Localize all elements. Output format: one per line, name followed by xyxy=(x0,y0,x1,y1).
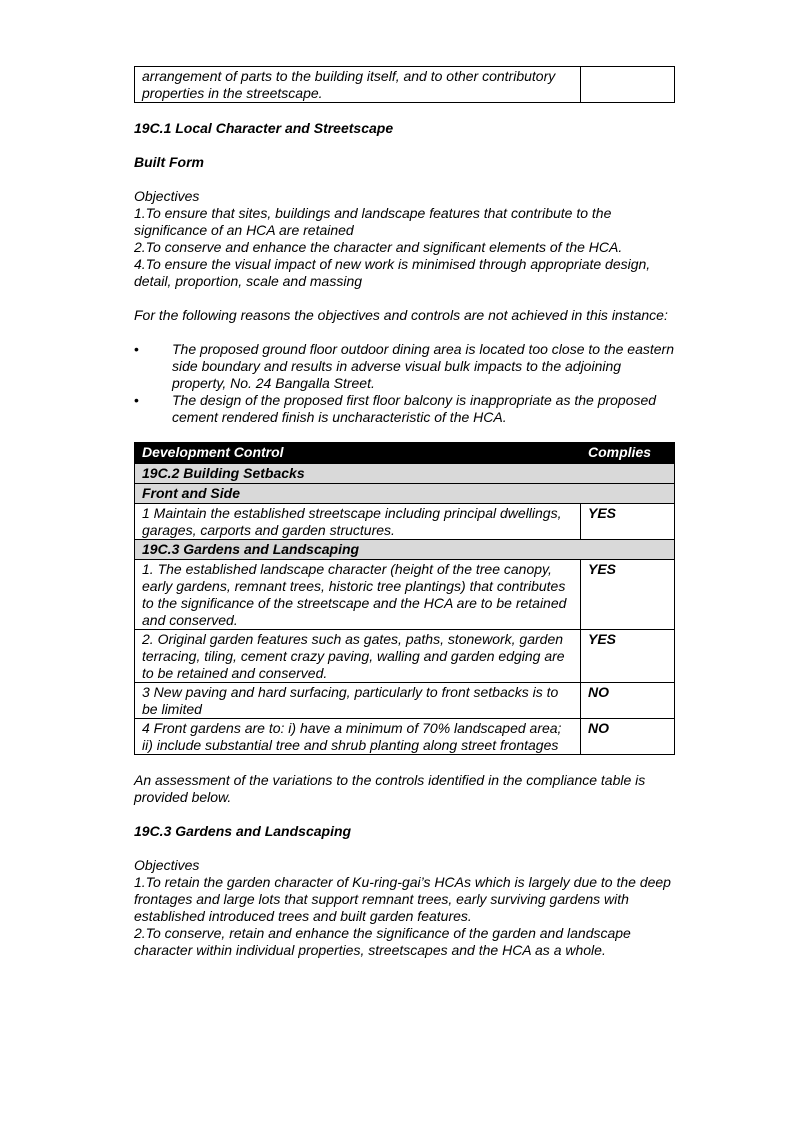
control-cell: 2. Original garden features such as gates, paths, stonework, garden terracing, tiling, cement crazy paving, walling and garden edging are to be retained and conserved. xyxy=(135,630,581,683)
list-item xyxy=(134,392,675,426)
table-row xyxy=(135,67,675,103)
complies-cell: NO xyxy=(581,719,675,755)
list-item-text: The design of the proposed first floor balcony is inappropriate as the proposed cement rendered finish is uncharacteristic of the HCA. xyxy=(172,392,657,425)
objective-item: 1.To ensure that sites, buildings and landscape features that contribute to the significance of an HCA are retained xyxy=(134,205,612,238)
subgroup-label: Front and Side xyxy=(135,484,675,504)
reasons-list xyxy=(134,341,675,426)
objective-item: 4.To ensure the visual impact of new work is minimised through appropriate design, detail, proportion, scale and massing xyxy=(134,256,651,289)
table-row xyxy=(135,560,675,630)
table-row xyxy=(135,719,675,755)
list-item xyxy=(134,341,675,392)
complies-cell: YES xyxy=(581,504,675,540)
group-label: 19C.2 Building Setbacks xyxy=(135,464,675,484)
complies-cell xyxy=(581,67,675,103)
continued-table xyxy=(134,66,675,103)
control-cell: 4 Front gardens are to: i) have a minimum of 70% landscaped area; ii) include substantial tree and shrub planting along street frontages xyxy=(135,719,581,755)
document-page xyxy=(134,66,675,959)
control-cell: arrangement of parts to the building itself, and to other contributory properties in the streetscape. xyxy=(135,67,581,103)
complies-cell: YES xyxy=(581,560,675,630)
control-cell: 1. The established landscape character (height of the tree canopy, early gardens, remnant trees, historic tree plantings) that contributes to the significance of the streetscape and the HCA are to be retained and conserved. xyxy=(135,560,581,630)
section-heading-local-character: 19C.1 Local Character and Streetscape xyxy=(134,120,394,136)
bullet-icon: • xyxy=(134,341,139,357)
group-row-gardens-landscaping xyxy=(135,540,675,560)
complies-cell: YES xyxy=(581,630,675,683)
objective-item: 2.To conserve, retain and enhance the significance of the garden and landscape character within individual properties, streetscapes and the HCA as a whole. xyxy=(134,925,631,958)
assessment-note: An assessment of the variations to the controls identified in the compliance table is provided below. xyxy=(134,772,646,805)
objective-item: 1.To retain the garden character of Ku-ring-gai’s HCAs which is largely due to the deep frontages and large lots that support remnant trees, early surviving gardens with established introduced trees and built garden features. xyxy=(134,874,671,924)
group-row-building-setbacks xyxy=(135,464,675,484)
reasons-intro: For the following reasons the objectives and controls are not achieved in this instance: xyxy=(134,307,668,323)
table-row xyxy=(135,630,675,683)
table-row xyxy=(135,683,675,719)
subheading-built-form: Built Form xyxy=(134,154,204,170)
objectives-label: Objectives xyxy=(134,857,200,873)
control-cell: 1 Maintain the established streetscape including principal dwellings, garages, carports and garden structures. xyxy=(135,504,581,540)
objectives-label: Objectives xyxy=(134,188,200,204)
section-heading-gardens: 19C.3 Gardens and Landscaping xyxy=(134,823,352,839)
control-cell: 3 New paving and hard surfacing, particularly to front setbacks is to be limited xyxy=(135,683,581,719)
objective-item: 2.To conserve and enhance the character and significant elements of the HCA. xyxy=(134,239,623,255)
bullet-icon: • xyxy=(134,392,139,408)
header-development-control: Development Control xyxy=(135,443,581,464)
table-header-row xyxy=(135,443,675,464)
group-label: 19C.3 Gardens and Landscaping xyxy=(135,540,675,560)
list-item-text: The proposed ground floor outdoor dining area is located too close to the eastern side boundary and results in adverse visual bulk impacts to the adjoining property, No. 24 Bangalla Street. xyxy=(172,341,674,391)
table-row xyxy=(135,504,675,540)
header-complies: Complies xyxy=(581,443,675,464)
compliance-table xyxy=(134,442,675,755)
complies-cell: NO xyxy=(581,683,675,719)
subgroup-row-front-side xyxy=(135,484,675,504)
